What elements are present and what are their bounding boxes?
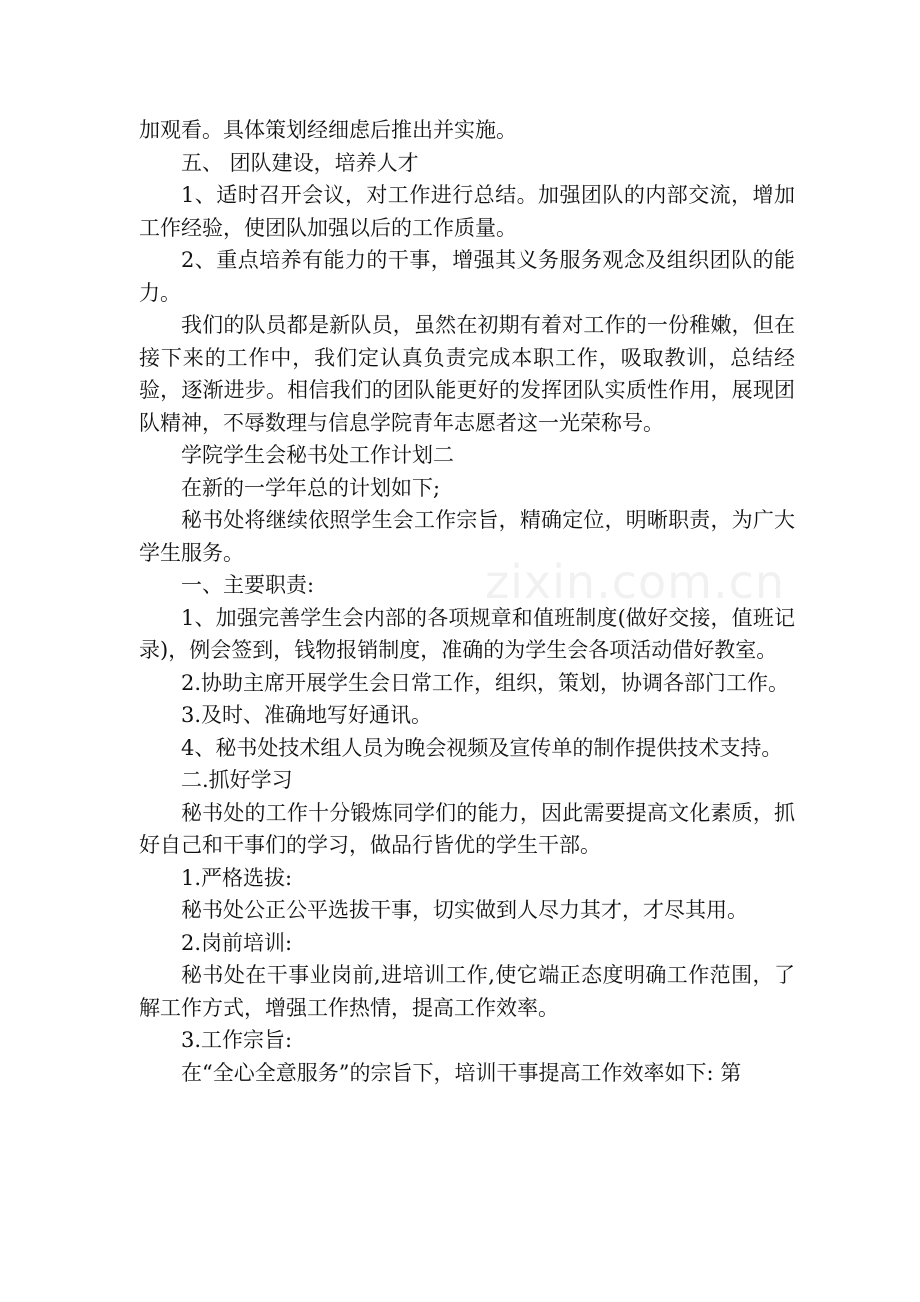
paragraph: 秘书处的工作十分锻炼同学们的能力，因此需要提高文化素质，抓好自己和干事们的学习，做品行皆优的学生干部。 — [139, 800, 795, 857]
paragraph: 1、适时召开会议，对工作进行总结。加强团队的内部交流，增加工作经验，使团队加强以后的工作质量。 — [139, 183, 795, 240]
paragraph: 秘书处在干事业岗前,进培训工作,使它端正态度明确工作范围，了解工作方式，增强工作热情，提高工作效率。 — [139, 963, 795, 1020]
paragraph: 学院学生会秘书处工作计划二 — [181, 443, 454, 467]
paragraph: 3.及时、准确地写好通讯。 — [181, 703, 433, 727]
paragraph: 秘书处将继续依照学生会工作宗旨，精确定位，明晰职责，为广大学生服务。 — [139, 508, 795, 565]
paragraph: 在“全心全意服务”的宗旨下，培训干事提高工作效率如下: 第 — [181, 1060, 742, 1085]
paragraph: 我们的队员都是新队员，虽然在初期有着对工作的一份稚嫩，但在接下来的工作中，我们定认真负责完成本职工作，吸取教训，总结经验，逐渐进步。相信我们的团队能更好的发挥团队实质性作用，展现团队精神，不辱数理与信息学院青年志愿者这一光荣称号。 — [139, 313, 795, 435]
paragraph: 五、 团队建设，培养人才 — [181, 150, 419, 175]
watermark: zixin.com.cn — [485, 555, 786, 609]
paragraph: 1、加强完善学生会内部的各项规章和值班制度(做好交接，值班记录)，例会签到，钱物报销制度，准确的为学生会各项活动借好教室。 — [139, 605, 795, 662]
paragraph: 秘书处公正公平选拔干事，切实做到人尽力其才，才尽其用。 — [181, 898, 748, 922]
document-body — [139, 114, 795, 1089]
paragraph: 3.工作宗旨: — [181, 1028, 293, 1052]
paragraph: 一、主要职责: — [181, 573, 315, 597]
paragraph: 2.岗前培训: — [181, 930, 293, 955]
paragraph: 2、重点培养有能力的干事，增强其义务服务观念及组织团队的能力。 — [139, 248, 795, 305]
paragraph: 二.抓好学习 — [181, 768, 293, 792]
paragraph: 1.严格选拔: — [181, 865, 293, 890]
paragraph: 2.协助主席开展学生会日常工作，组织，策划，协调各部门工作。 — [181, 670, 790, 695]
paragraph: 在新的一学年总的计划如下; — [181, 475, 441, 500]
paragraph: 加观看。具体策划经细虑后推出并实施。 — [139, 118, 517, 142]
paragraph: 4、秘书处技术组人员为晚会视频及宣传单的制作提供技术支持。 — [181, 735, 783, 760]
